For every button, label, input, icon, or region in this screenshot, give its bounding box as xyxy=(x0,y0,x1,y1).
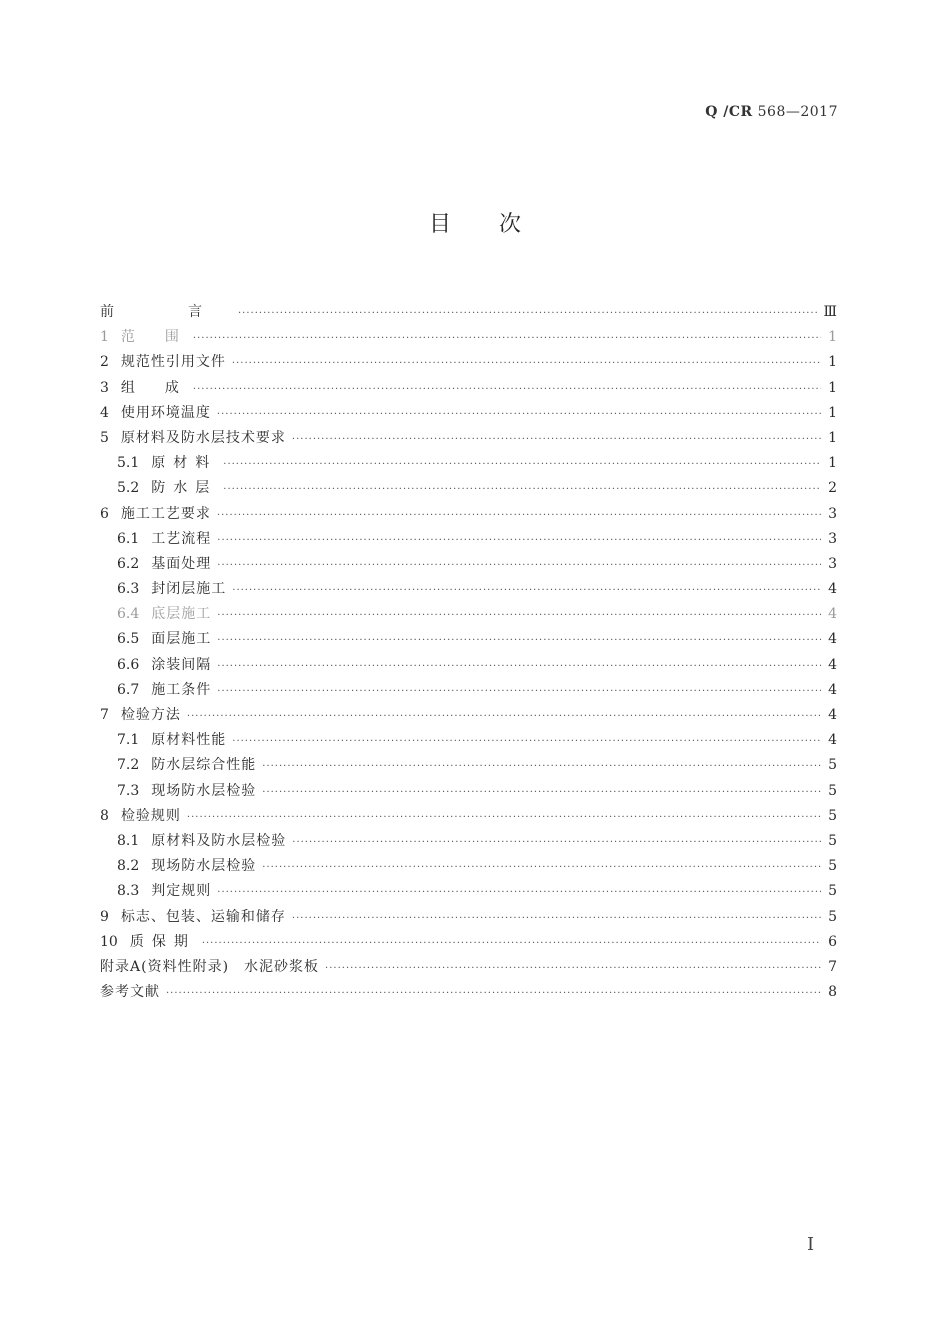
toc-number: 4 xyxy=(100,404,109,421)
toc-leader-dots xyxy=(232,351,821,376)
toc-page: 4 xyxy=(828,606,837,623)
toc-number: 8.1 xyxy=(117,832,140,849)
toc-leader-dots xyxy=(223,452,821,477)
toc-row-composition[interactable] xyxy=(100,376,837,401)
document-code-number: 568—2017 xyxy=(757,104,838,120)
toc-title: 范 围 xyxy=(120,329,187,346)
table-of-contents xyxy=(100,300,837,1005)
toc-page: 5 xyxy=(828,883,837,900)
toc-leader-dots xyxy=(217,553,821,578)
toc-leader-dots xyxy=(262,855,821,880)
toc-page: 1 xyxy=(828,354,837,371)
toc-leader-dots xyxy=(217,528,821,553)
toc-number: 6.2 xyxy=(117,555,140,572)
toc-row-materials-requirements[interactable] xyxy=(100,426,837,451)
toc-title: 原材料性能 xyxy=(151,732,227,749)
toc-leader-dots xyxy=(262,754,821,779)
toc-page: 2 xyxy=(828,480,837,497)
page-number: I xyxy=(807,1234,815,1255)
toc-page: 4 xyxy=(828,581,837,598)
toc-title: 现场防水层检验 xyxy=(151,858,257,875)
toc-page: 1 xyxy=(828,404,837,421)
toc-title: 基面处理 xyxy=(151,555,212,572)
document-code xyxy=(705,104,838,120)
toc-number: 1 xyxy=(100,329,109,346)
toc-row-sealing-layer[interactable] xyxy=(100,577,837,602)
toc-page: 3 xyxy=(828,505,837,522)
toc-row-normative-references[interactable] xyxy=(100,350,837,375)
toc-title: 施工工艺要求 xyxy=(120,505,211,522)
toc-leader-dots xyxy=(325,956,821,981)
toc-title: 前 言 xyxy=(100,304,232,320)
toc-number: 10 xyxy=(100,933,118,950)
toc-page: Ⅲ xyxy=(823,304,837,320)
toc-number: 7 xyxy=(100,707,109,723)
toc-number: 6.5 xyxy=(117,631,140,648)
toc-leader-dots xyxy=(193,326,821,351)
toc-page: 1 xyxy=(828,329,837,346)
toc-row-marking-packaging[interactable] xyxy=(100,905,837,930)
toc-leader-dots xyxy=(217,402,821,427)
toc-title: 检验方法 xyxy=(120,707,181,723)
toc-page: 5 xyxy=(828,782,837,799)
toc-number: 6.6 xyxy=(117,656,140,673)
toc-title: 附录A(资料性附录) 水泥砂浆板 xyxy=(100,958,320,975)
toc-leader-dots xyxy=(187,805,821,830)
toc-page: 6 xyxy=(828,933,837,950)
toc-page: 4 xyxy=(828,732,837,749)
toc-number: 8 xyxy=(100,807,109,824)
toc-leader-dots xyxy=(217,503,821,528)
toc-row-inspection-rules[interactable] xyxy=(100,804,837,829)
toc-title: 现场防水层检验 xyxy=(151,782,257,799)
toc-number: 8.2 xyxy=(117,858,140,875)
toc-title: 底层施工 xyxy=(151,606,212,623)
toc-title: 组 成 xyxy=(120,379,187,396)
toc-row-substrate-treatment[interactable] xyxy=(100,552,837,577)
toc-number: 6 xyxy=(100,505,109,522)
toc-title: 防水层综合性能 xyxy=(151,757,257,774)
toc-page: 7 xyxy=(828,958,837,975)
toc-row-foreword[interactable] xyxy=(100,300,837,325)
toc-title: 原材料及防水层检验 xyxy=(151,832,287,849)
toc-leader-dots xyxy=(166,981,821,1006)
toc-row-test-methods[interactable] xyxy=(100,703,837,728)
toc-row-warranty[interactable] xyxy=(100,930,837,955)
toc-leader-dots xyxy=(217,628,821,653)
toc-page: 5 xyxy=(828,807,837,824)
toc-number: 6.3 xyxy=(117,581,140,598)
toc-page: 1 xyxy=(828,379,837,396)
page-title: 目次 xyxy=(428,212,569,237)
toc-title: 使用环境温度 xyxy=(120,404,211,421)
toc-leader-dots xyxy=(217,880,821,905)
toc-page: 4 xyxy=(828,707,837,723)
toc-page: 3 xyxy=(828,555,837,572)
toc-row-references[interactable] xyxy=(100,980,837,1005)
toc-leader-dots xyxy=(202,931,821,956)
toc-title: 施工条件 xyxy=(151,681,212,698)
toc-title: 工艺流程 xyxy=(151,530,212,547)
toc-number: 2 xyxy=(100,354,109,371)
toc-number: 5.1 xyxy=(117,455,140,472)
toc-page: 8 xyxy=(828,984,837,1001)
toc-leader-dots xyxy=(232,578,821,603)
toc-page: 5 xyxy=(828,858,837,875)
toc-row-base-coat[interactable] xyxy=(100,602,837,627)
toc-row-site-layer-inspection[interactable] xyxy=(100,854,837,879)
toc-title: 防水层 xyxy=(151,480,218,497)
toc-number: 9 xyxy=(100,908,109,925)
toc-number: 5 xyxy=(100,429,109,446)
toc-number: 5.2 xyxy=(117,480,140,497)
toc-row-waterproof-layer[interactable] xyxy=(100,476,837,501)
toc-title: 判定规则 xyxy=(151,883,212,900)
toc-row-top-coat[interactable] xyxy=(100,627,837,652)
toc-page: 5 xyxy=(828,757,837,774)
toc-page: 4 xyxy=(828,656,837,673)
toc-title: 原材料及防水层技术要求 xyxy=(120,429,286,446)
toc-number: 3 xyxy=(100,379,109,396)
toc-row-judgment-rules[interactable] xyxy=(100,879,837,904)
toc-row-construction-requirements[interactable] xyxy=(100,502,837,527)
toc-row-material-properties[interactable] xyxy=(100,728,837,753)
toc-row-raw-materials[interactable] xyxy=(100,451,837,476)
toc-page: 5 xyxy=(828,908,837,925)
toc-number: 7.1 xyxy=(117,732,140,749)
toc-title: 质保期 xyxy=(129,933,196,950)
toc-row-construction-conditions[interactable] xyxy=(100,678,837,703)
toc-leader-dots xyxy=(292,906,821,931)
toc-row-scope[interactable] xyxy=(100,325,837,350)
toc-page: 1 xyxy=(828,429,837,446)
toc-number: 6.7 xyxy=(117,681,140,698)
toc-row-material-layer-inspection[interactable] xyxy=(100,829,837,854)
toc-number: 7.3 xyxy=(117,782,140,799)
toc-row-process-flow[interactable] xyxy=(100,527,837,552)
toc-page: 5 xyxy=(828,832,837,849)
toc-title: 原材料 xyxy=(151,455,218,472)
toc-page: 1 xyxy=(828,455,837,472)
toc-leader-dots xyxy=(232,729,821,754)
toc-number: 7.2 xyxy=(117,757,140,774)
toc-leader-dots xyxy=(217,603,821,628)
toc-leader-dots xyxy=(292,427,821,452)
toc-title: 参考文献 xyxy=(100,984,160,1001)
toc-leader-dots xyxy=(187,704,821,729)
toc-title: 面层施工 xyxy=(151,631,212,648)
toc-number: 6.1 xyxy=(117,530,140,547)
toc-title: 检验规则 xyxy=(120,807,181,824)
toc-leader-dots xyxy=(217,654,821,679)
toc-leader-dots xyxy=(223,477,821,502)
toc-leader-dots xyxy=(262,780,821,805)
toc-number: 8.3 xyxy=(117,883,140,900)
toc-page: 4 xyxy=(828,631,837,648)
toc-title: 规范性引用文件 xyxy=(120,354,226,371)
toc-title: 标志、包装、运输和储存 xyxy=(120,908,286,925)
toc-row-site-inspection[interactable] xyxy=(100,779,837,804)
toc-page: 4 xyxy=(828,681,837,698)
toc-title: 涂装间隔 xyxy=(151,656,212,673)
toc-row-layer-performance[interactable] xyxy=(100,753,837,778)
toc-title: 封闭层施工 xyxy=(151,581,227,598)
toc-leader-dots xyxy=(193,377,821,402)
toc-leader-dots xyxy=(217,679,821,704)
toc-row-appendix-a[interactable] xyxy=(100,955,837,980)
toc-leader-dots xyxy=(292,830,821,855)
toc-number: 6.4 xyxy=(117,606,140,623)
toc-leader-dots xyxy=(238,301,817,326)
toc-row-coating-interval[interactable] xyxy=(100,653,837,678)
document-code-prefix: Q /CR xyxy=(705,104,753,120)
toc-row-ambient-temperature[interactable] xyxy=(100,401,837,426)
toc-page: 3 xyxy=(828,530,837,547)
